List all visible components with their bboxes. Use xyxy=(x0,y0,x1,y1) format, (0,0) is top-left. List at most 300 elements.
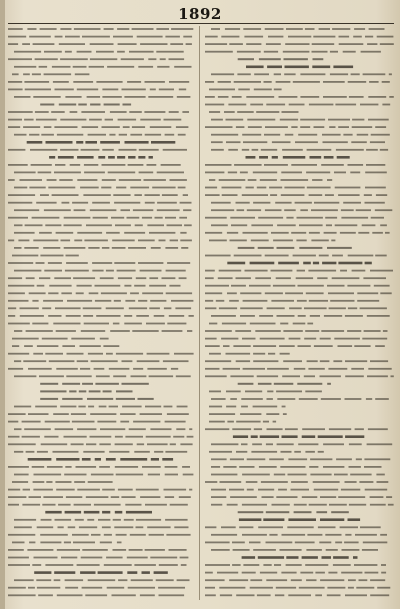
print-line-fragment xyxy=(150,89,156,91)
print-line-fragment xyxy=(285,134,294,136)
print-line-fragment xyxy=(306,579,316,581)
print-line-fragment xyxy=(253,549,276,551)
print-line-fragment xyxy=(234,81,261,83)
print-line-fragment xyxy=(280,119,298,121)
print-line-fragment xyxy=(83,307,102,309)
print-line-fragment xyxy=(14,224,23,226)
print-line-fragment xyxy=(177,96,191,98)
print-line-fragment xyxy=(211,119,223,121)
print-line-fragment xyxy=(174,66,191,68)
print-line-fragment xyxy=(122,89,146,91)
print-line-fragment xyxy=(24,428,51,430)
print-line-fragment xyxy=(149,156,153,159)
print-line-fragment xyxy=(54,277,71,279)
print-line-fragment xyxy=(365,262,372,265)
print-line-fragment xyxy=(240,172,248,174)
print-line-fragment xyxy=(30,149,57,151)
print-line-fragment xyxy=(205,126,233,128)
print-line-fragment xyxy=(267,398,273,400)
print-line-fragment xyxy=(169,58,185,60)
print-line-fragment xyxy=(90,436,112,438)
print-line-fragment xyxy=(209,451,232,453)
print-line-fragment xyxy=(205,270,215,272)
print-line-fragment xyxy=(274,383,294,385)
print-line-fragment xyxy=(40,534,68,536)
print-line-fragment xyxy=(12,73,19,75)
print-line-fragment xyxy=(340,270,347,272)
print-line-fragment xyxy=(165,217,176,219)
print-line-fragment xyxy=(64,474,86,476)
print-line-fragment xyxy=(136,526,144,528)
print-line-fragment xyxy=(125,504,141,506)
print-line-fragment xyxy=(205,542,230,544)
print-line-fragment xyxy=(280,549,302,551)
print-line-fragment xyxy=(237,73,250,75)
print-line-fragment xyxy=(304,307,327,309)
print-line-fragment xyxy=(95,383,119,385)
print-line-fragment xyxy=(176,428,185,430)
print-line-fragment xyxy=(327,587,345,589)
print-line-fragment xyxy=(219,587,245,589)
print-line-fragment xyxy=(8,217,28,219)
print-line-fragment xyxy=(325,217,337,219)
print-line-fragment xyxy=(127,81,141,83)
print-line-fragment xyxy=(259,156,268,159)
left-column-print-lines xyxy=(6,24,196,602)
print-line-fragment xyxy=(96,81,122,83)
print-line-fragment xyxy=(145,134,161,136)
print-line-fragment xyxy=(169,111,179,113)
print-line-fragment xyxy=(323,443,344,445)
print-line-fragment xyxy=(327,383,331,385)
print-line-fragment xyxy=(44,51,62,53)
print-line-fragment xyxy=(34,557,58,559)
print-line-fragment xyxy=(315,572,325,574)
print-line-fragment xyxy=(298,134,317,136)
print-line-fragment xyxy=(99,466,110,468)
print-line-fragment xyxy=(211,504,222,506)
print-line-fragment xyxy=(291,489,310,491)
print-line-fragment xyxy=(102,511,110,514)
print-line-fragment xyxy=(8,119,22,121)
print-line-fragment xyxy=(289,307,302,309)
print-line-fragment xyxy=(90,209,117,211)
print-line-fragment xyxy=(61,292,72,294)
print-line-fragment xyxy=(365,187,386,189)
print-line-fragment xyxy=(8,489,20,491)
print-line-fragment xyxy=(211,489,226,491)
print-line-fragment xyxy=(242,194,268,196)
print-line-fragment xyxy=(117,156,125,159)
print-line-fragment xyxy=(370,496,384,498)
print-line-fragment xyxy=(170,179,187,181)
print-line-fragment xyxy=(140,43,167,45)
print-line-fragment xyxy=(241,443,248,445)
print-line-fragment xyxy=(167,224,183,226)
print-line-fragment xyxy=(88,134,106,136)
print-line-fragment xyxy=(329,126,335,128)
print-line-fragment xyxy=(90,413,116,415)
print-line-fragment xyxy=(280,353,290,355)
print-line-fragment xyxy=(186,43,192,45)
print-line-fragment xyxy=(180,557,189,559)
print-line-fragment xyxy=(367,443,393,445)
print-line-fragment xyxy=(356,458,362,460)
print-line-fragment xyxy=(41,134,54,136)
print-line-fragment xyxy=(323,466,344,468)
print-line-fragment xyxy=(114,262,135,264)
print-line-fragment xyxy=(234,255,262,257)
print-line-fragment xyxy=(144,111,165,113)
print-line-fragment xyxy=(32,466,45,468)
print-line-fragment xyxy=(90,104,100,106)
print-line-fragment xyxy=(82,383,93,385)
print-line-fragment xyxy=(81,330,105,332)
print-line-fragment xyxy=(382,104,390,106)
print-line-fragment xyxy=(95,300,111,302)
print-line-fragment xyxy=(156,28,169,30)
print-line-fragment xyxy=(230,496,257,498)
print-line-fragment xyxy=(157,66,169,68)
print-line-fragment xyxy=(262,496,274,498)
print-line-fragment xyxy=(159,564,178,566)
print-line-fragment xyxy=(165,474,178,476)
print-line-fragment xyxy=(351,73,360,75)
print-line-fragment xyxy=(364,330,381,332)
print-line-fragment xyxy=(285,292,303,294)
print-line-fragment xyxy=(265,126,288,128)
print-line-fragment xyxy=(102,126,120,128)
print-line-fragment xyxy=(23,489,30,491)
print-line-fragment xyxy=(117,51,125,53)
print-line-fragment xyxy=(36,202,56,204)
print-line-fragment xyxy=(56,489,74,491)
print-line-fragment xyxy=(242,474,270,476)
print-line-fragment xyxy=(329,307,346,309)
print-line-fragment xyxy=(34,571,51,574)
print-line-fragment xyxy=(83,194,110,196)
print-line-fragment xyxy=(338,262,362,265)
print-line-fragment xyxy=(88,579,116,581)
print-line-fragment xyxy=(323,96,347,98)
print-line-fragment xyxy=(106,557,123,559)
print-line-fragment xyxy=(65,96,81,98)
print-line-fragment xyxy=(205,481,217,483)
print-line-fragment xyxy=(167,413,189,415)
print-line-fragment xyxy=(149,285,166,287)
print-line-fragment xyxy=(187,330,192,332)
print-line-fragment xyxy=(156,579,174,581)
print-line-fragment xyxy=(37,587,60,589)
print-line-fragment xyxy=(103,390,112,392)
print-line-fragment xyxy=(129,549,143,551)
print-line-fragment xyxy=(307,187,331,189)
print-line-fragment xyxy=(327,285,345,287)
column-divider xyxy=(199,26,200,600)
print-line-fragment xyxy=(333,66,353,69)
print-line-fragment xyxy=(89,119,102,121)
print-line-fragment xyxy=(134,194,142,196)
print-line-fragment xyxy=(165,421,186,423)
print-line-fragment xyxy=(274,474,285,476)
print-line-fragment xyxy=(74,28,101,30)
print-line-fragment xyxy=(254,73,269,75)
print-line-fragment xyxy=(169,81,189,83)
print-line-fragment xyxy=(269,187,282,189)
print-line-fragment xyxy=(242,534,267,536)
print-line-fragment xyxy=(285,43,309,45)
print-line-fragment xyxy=(244,36,263,38)
print-line-fragment xyxy=(211,443,238,445)
print-line-fragment xyxy=(347,330,361,332)
print-line-fragment xyxy=(332,255,343,257)
print-line-fragment xyxy=(268,353,275,355)
print-line-fragment xyxy=(181,564,187,566)
print-line-fragment xyxy=(242,572,256,574)
print-line-fragment xyxy=(267,307,285,309)
print-line-fragment xyxy=(140,413,162,415)
print-line-fragment xyxy=(348,579,356,581)
print-line-fragment xyxy=(269,458,284,460)
print-line-fragment xyxy=(116,187,126,189)
print-line-fragment xyxy=(90,58,117,60)
print-line-fragment xyxy=(219,307,237,309)
print-line-fragment xyxy=(313,58,324,60)
print-line-fragment xyxy=(20,307,39,309)
print-line-fragment xyxy=(74,504,91,506)
print-line-fragment xyxy=(116,398,135,400)
print-line-fragment xyxy=(74,240,82,242)
print-line-fragment xyxy=(320,496,336,498)
print-line-fragment xyxy=(287,526,313,528)
print-line-fragment xyxy=(349,466,361,468)
print-line-fragment xyxy=(108,172,136,174)
print-line-fragment xyxy=(263,564,271,566)
print-line-fragment xyxy=(370,141,385,143)
print-line-fragment xyxy=(345,315,363,317)
print-line-fragment xyxy=(25,224,43,226)
print-line-fragment xyxy=(318,451,324,453)
print-line-fragment xyxy=(250,323,276,325)
print-line-fragment xyxy=(176,126,189,128)
print-line-fragment xyxy=(276,496,297,498)
print-line-fragment xyxy=(159,89,174,91)
print-line-fragment xyxy=(138,156,145,159)
print-line-fragment xyxy=(166,270,186,272)
print-line-fragment xyxy=(33,489,53,491)
print-line-fragment xyxy=(318,526,336,528)
print-line-fragment xyxy=(51,111,64,113)
print-line-fragment xyxy=(335,187,361,189)
print-line-fragment xyxy=(279,345,295,347)
print-line-fragment xyxy=(243,141,267,143)
print-line-fragment xyxy=(66,315,81,317)
print-line-fragment xyxy=(260,435,279,438)
print-line-fragment xyxy=(162,277,176,279)
print-line-fragment xyxy=(8,466,29,468)
print-line-fragment xyxy=(14,579,34,581)
print-line-fragment xyxy=(79,390,87,392)
print-line-fragment xyxy=(82,458,91,461)
print-line-fragment xyxy=(59,104,76,106)
print-line-fragment xyxy=(147,224,164,226)
print-line-fragment xyxy=(82,36,110,38)
print-line-fragment xyxy=(211,534,237,536)
print-line-fragment xyxy=(283,413,287,415)
print-line-fragment xyxy=(277,315,295,317)
print-line-fragment xyxy=(218,277,233,279)
print-line-fragment xyxy=(291,232,306,234)
print-line-fragment xyxy=(209,353,221,355)
print-line-fragment xyxy=(253,360,278,362)
print-line-fragment xyxy=(333,556,349,559)
print-line-fragment xyxy=(205,104,224,106)
print-line-fragment xyxy=(223,368,240,370)
print-line-fragment xyxy=(253,345,276,347)
print-line-fragment xyxy=(257,594,271,596)
print-line-fragment xyxy=(14,232,35,234)
print-line-fragment xyxy=(253,172,277,174)
print-line-fragment xyxy=(171,28,193,30)
print-line-fragment xyxy=(182,111,189,113)
print-line-fragment xyxy=(14,474,29,476)
print-line-fragment xyxy=(313,36,335,38)
print-line-fragment xyxy=(140,119,161,121)
print-line-fragment xyxy=(42,338,68,340)
print-line-fragment xyxy=(8,149,25,151)
print-line-fragment xyxy=(69,390,76,392)
print-line-fragment xyxy=(86,443,96,445)
print-line-fragment xyxy=(354,564,377,566)
print-line-fragment xyxy=(291,481,308,483)
print-line-fragment xyxy=(275,202,291,204)
print-line-fragment xyxy=(375,126,386,128)
print-line-fragment xyxy=(285,428,298,430)
print-line-fragment xyxy=(22,43,30,45)
print-line-fragment xyxy=(60,406,76,408)
print-line-fragment xyxy=(151,247,161,249)
print-line-fragment xyxy=(138,240,155,242)
print-line-fragment xyxy=(8,534,35,536)
print-line-fragment xyxy=(205,330,232,332)
print-line-fragment xyxy=(122,383,149,385)
print-line-fragment xyxy=(289,104,305,106)
print-line-fragment xyxy=(106,232,120,234)
print-line-fragment xyxy=(184,224,192,226)
print-line-fragment xyxy=(61,240,71,242)
print-line-fragment xyxy=(77,428,96,430)
print-line-fragment xyxy=(307,534,322,536)
print-line-fragment xyxy=(268,36,283,38)
print-line-fragment xyxy=(282,111,299,113)
print-line-fragment xyxy=(205,564,230,566)
print-line-fragment xyxy=(23,73,30,75)
print-line-fragment xyxy=(68,526,76,528)
print-line-fragment xyxy=(110,111,127,113)
print-line-fragment xyxy=(333,564,351,566)
print-line-fragment xyxy=(128,156,135,159)
print-line-fragment xyxy=(363,73,386,75)
print-line-fragment xyxy=(264,51,278,53)
print-line-fragment xyxy=(65,579,84,581)
print-line-fragment xyxy=(227,232,238,234)
print-line-fragment xyxy=(274,89,282,91)
print-line-fragment xyxy=(271,232,289,234)
print-line-fragment xyxy=(113,323,120,325)
print-line-fragment xyxy=(96,375,110,377)
print-line-fragment xyxy=(170,240,178,242)
print-line-fragment xyxy=(8,421,18,423)
print-line-fragment xyxy=(55,89,74,91)
print-line-fragment xyxy=(345,534,351,536)
print-line-fragment xyxy=(163,360,189,362)
print-line-fragment xyxy=(248,179,257,181)
print-line-fragment xyxy=(273,421,277,423)
print-line-fragment xyxy=(55,307,81,309)
print-line-fragment xyxy=(107,587,125,589)
print-line-fragment xyxy=(129,111,142,113)
print-line-fragment xyxy=(318,435,343,438)
print-line-fragment xyxy=(8,194,35,196)
print-line-fragment xyxy=(205,164,232,166)
print-line-fragment xyxy=(95,458,101,461)
print-line-fragment xyxy=(331,511,349,513)
print-line-fragment xyxy=(46,141,73,144)
print-line-fragment xyxy=(326,549,338,551)
print-line-fragment xyxy=(138,398,154,400)
print-line-fragment xyxy=(258,526,283,528)
print-line-fragment xyxy=(55,519,72,521)
print-line-fragment xyxy=(129,51,154,53)
print-line-fragment xyxy=(314,489,338,491)
print-line-fragment xyxy=(32,323,48,325)
print-line-fragment xyxy=(368,96,386,98)
print-line-fragment xyxy=(44,436,58,438)
print-line-fragment xyxy=(388,504,394,506)
print-line-fragment xyxy=(227,421,234,423)
print-line-fragment xyxy=(234,164,262,166)
print-line-fragment xyxy=(8,594,36,596)
print-line-fragment xyxy=(8,587,26,589)
print-line-fragment xyxy=(54,172,81,174)
print-line-fragment xyxy=(151,458,159,461)
print-line-fragment xyxy=(205,43,227,45)
print-line-fragment xyxy=(136,277,147,279)
print-line-fragment xyxy=(8,179,15,181)
print-line-fragment xyxy=(147,526,170,528)
print-line-fragment xyxy=(161,164,181,166)
print-line-fragment xyxy=(305,28,315,30)
print-line-fragment xyxy=(240,413,261,415)
print-line-fragment xyxy=(335,542,342,544)
print-line-fragment xyxy=(8,58,32,60)
print-line-fragment xyxy=(209,391,221,393)
print-line-fragment xyxy=(293,81,320,83)
print-line-fragment xyxy=(86,496,109,498)
print-line-fragment xyxy=(124,285,131,287)
print-line-fragment xyxy=(171,300,193,302)
print-line-fragment xyxy=(109,134,115,136)
print-line-fragment xyxy=(59,43,85,45)
print-line-fragment xyxy=(375,398,389,400)
print-line-fragment xyxy=(389,73,392,75)
print-line-fragment xyxy=(242,134,261,136)
print-line-fragment xyxy=(164,406,173,408)
print-line-fragment xyxy=(246,481,258,483)
print-line-fragment xyxy=(189,489,192,491)
print-line-fragment xyxy=(81,111,105,113)
print-line-fragment xyxy=(316,511,327,513)
